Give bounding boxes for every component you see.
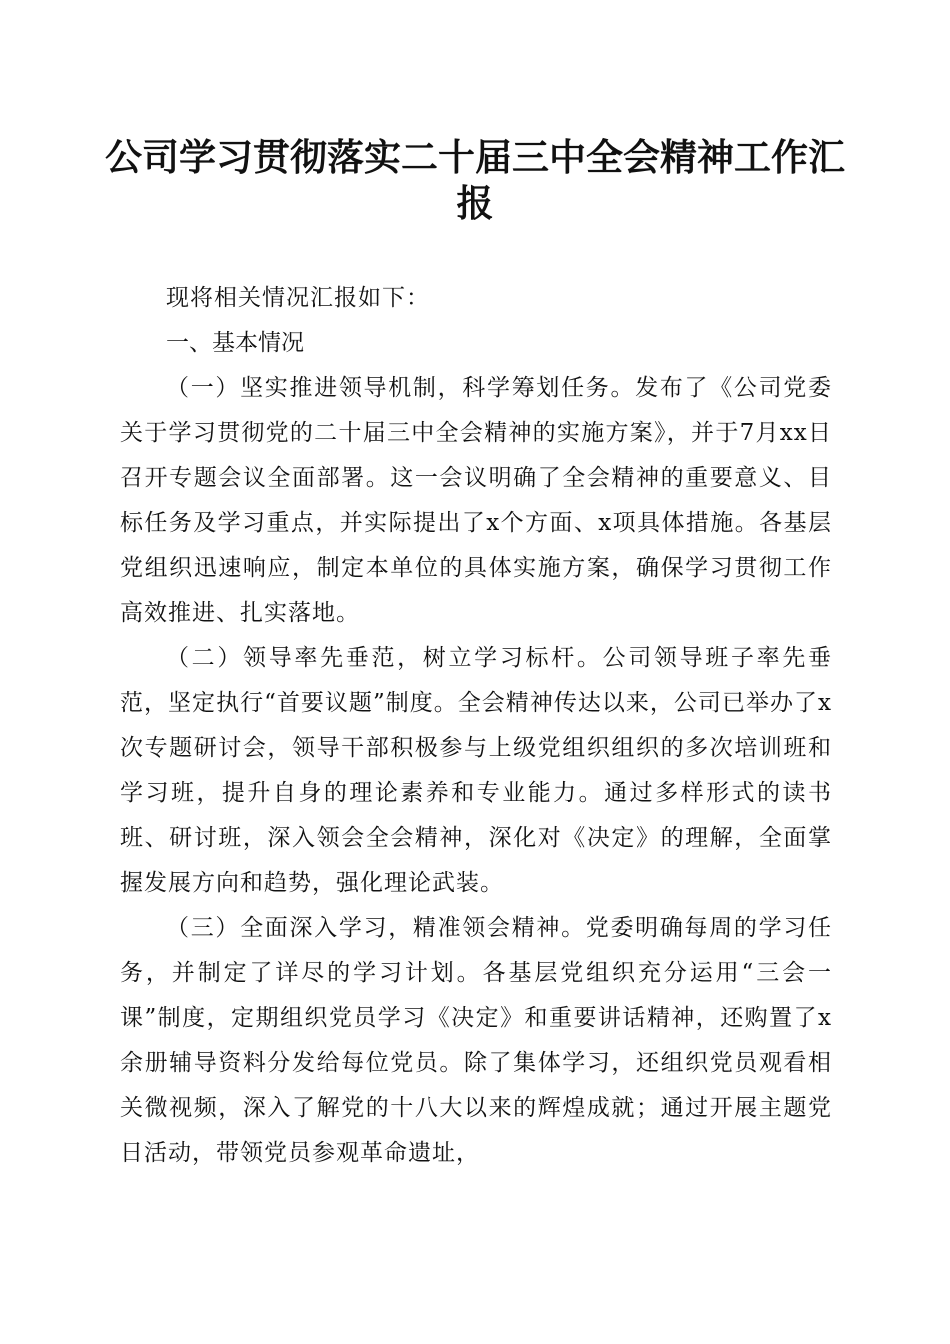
paragraph-2-lead: （二）领导率先垂范，树立学习标杆。 (166, 645, 603, 671)
paragraph-1 (120, 366, 832, 636)
document-body (120, 276, 832, 1176)
paragraph-1-lead: （一）坚实推进领导机制，科学筹划任务。 (166, 375, 636, 401)
paragraph-1-text: 发布了《公司党委关于学习贯彻党的二十届三中全会精神的实施方案》，并于7月xx日召开专题会议全面部署。这一会议明确了全会精神的重要意义、目标任务及学习重点，并实际提出了x个方面、x项具体措施。各基层党组织迅速响应，制定本单位的具体实施方案，确保学习贯彻工作高效推进、扎实落地。 (120, 375, 833, 626)
paragraph-2 (120, 636, 832, 906)
section-heading: 一、基本情况 (166, 330, 304, 356)
document-title: 公司学习贯彻落实二十届三中全会精神工作汇报 (105, 135, 845, 225)
paragraph-3 (120, 906, 832, 1176)
paragraph-3-lead: （三）全面深入学习，精准领会精神。 (166, 915, 586, 941)
paragraph-2-text: 公司领导班子率先垂范，坚定执行“首要议题”制度。全会精神传达以来，公司已举办了x次专题研讨会，领导干部积极参与上级党组织组织的多次培训班和学习班，提升自身的理论素养和专业能力。通过多样形式的读书班、研讨班，深入领会全会精神，深化对《决定》的理解，全面掌握发展方向和趋势，强化理论武装。 (120, 645, 833, 896)
intro-paragraph: 现将相关情况汇报如下： (166, 285, 430, 311)
paragraph-3-text: 党委明确每周的学习任务，并制定了详尽的学习计划。各基层党组织充分运用“三会一课”制度，定期组织党员学习《决定》和重要讲话精神，还购置了x余册辅导资料分发给每位党员。除了集体学习，还组织党员观看相关微视频，深入了解党的十八大以来的辉煌成就；通过开展主题党日活动，带领党员参观革命遗址， (120, 915, 833, 1166)
